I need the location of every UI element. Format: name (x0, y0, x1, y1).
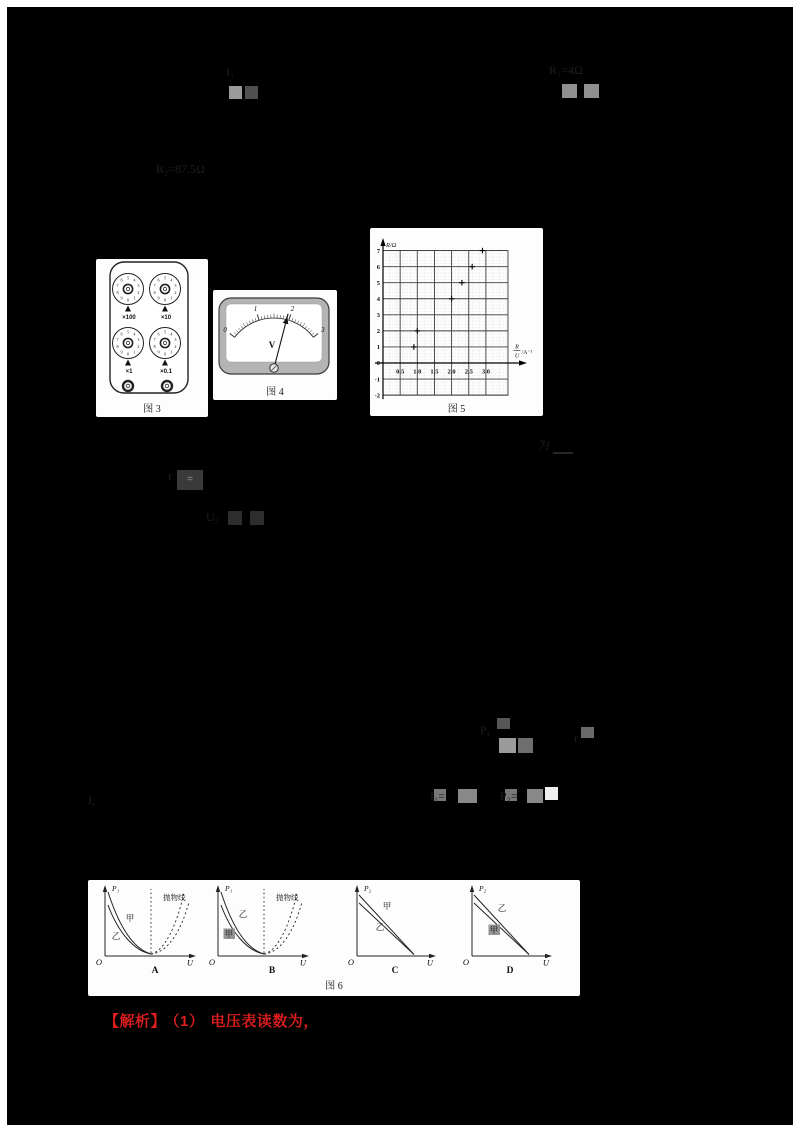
svg-text:U: U (514, 353, 520, 360)
svg-text:3: 3 (174, 337, 177, 343)
analysis-label: 【解析】 (104, 1013, 167, 1030)
svg-text:0: 0 (126, 351, 130, 357)
parabola-annotation: 抛物线 (163, 893, 186, 902)
svg-text:7: 7 (116, 283, 119, 289)
svg-text:9: 9 (157, 349, 160, 355)
svg-text:1: 1 (133, 349, 136, 355)
option-graph-D (463, 884, 552, 976)
svg-text:甲: 甲 (125, 914, 135, 924)
svg-text:7: 7 (153, 283, 156, 289)
svg-text:0: 0 (163, 351, 167, 357)
svg-text:-2: -2 (374, 392, 380, 400)
svg-text:×100: ×100 (122, 315, 136, 321)
y-axis-label: P₂ (364, 884, 372, 893)
svg-text:4: 4 (170, 277, 173, 283)
svg-text:6: 6 (376, 263, 380, 271)
svg-text:4: 4 (133, 331, 136, 337)
svg-text:乙: 乙 (111, 932, 121, 942)
analysis-line (104, 1010, 325, 1031)
svg-text:7: 7 (376, 247, 380, 255)
svg-text:2: 2 (376, 328, 380, 336)
svg-text:O: O (208, 957, 216, 967)
svg-text:1: 1 (170, 349, 173, 355)
svg-text:7: 7 (116, 337, 119, 343)
highlight-box (458, 789, 477, 803)
svg-text:1: 1 (170, 295, 173, 301)
y-axis-arrow-icon (470, 885, 474, 892)
svg-text:2: 2 (174, 343, 177, 349)
figure4-caption: 图 4 (266, 387, 284, 398)
data-point (459, 280, 465, 286)
highlight-box (584, 84, 599, 98)
faint-formula-text: r (574, 731, 578, 745)
svg-text:0: 0 (376, 360, 380, 368)
svg-text:2: 2 (137, 343, 140, 349)
svg-text:V: V (268, 340, 276, 350)
svg-text:4: 4 (170, 331, 173, 337)
svg-text:6: 6 (157, 277, 160, 283)
svg-text:2.0: 2.0 (447, 368, 456, 376)
svg-text:O: O (95, 957, 103, 967)
svg-text:4: 4 (376, 295, 380, 303)
voltmeter-drawing (213, 290, 337, 382)
option-graph-A (96, 884, 196, 976)
svg-text:U: U (542, 957, 550, 968)
svg-text:4: 4 (133, 277, 136, 283)
meter-face (226, 304, 322, 362)
data-point (449, 296, 455, 302)
data-point (411, 344, 417, 350)
analysis-body: 电压表读数为， (210, 1013, 319, 1030)
highlight-box (245, 86, 258, 99)
svg-text:9: 9 (120, 349, 123, 355)
svg-text:5: 5 (163, 329, 167, 335)
svg-text:8: 8 (116, 343, 119, 349)
y-axis-arrow-icon (103, 885, 107, 892)
highlight-box (499, 738, 516, 753)
faint-formula-text: P₂= (500, 789, 518, 803)
svg-text:1.5: 1.5 (430, 368, 439, 376)
svg-text:2: 2 (290, 304, 295, 313)
svg-text:6: 6 (120, 277, 123, 283)
option-graphs-a-b-c-d (88, 880, 580, 976)
figure5-graph-panel (370, 228, 543, 416)
svg-text:0: 0 (126, 297, 130, 303)
svg-text:甲: 甲 (224, 930, 234, 940)
x-axis-label (514, 345, 533, 360)
svg-text:0: 0 (223, 325, 227, 334)
svg-text:5: 5 (126, 275, 130, 281)
svg-text:5: 5 (376, 279, 380, 287)
highlight-box (228, 511, 242, 525)
terminal-post (162, 381, 172, 391)
svg-text:6: 6 (120, 331, 123, 337)
x-axis-arrow-icon (519, 360, 527, 365)
figure4-voltmeter-panel (213, 290, 337, 400)
svg-text:R: R (515, 344, 519, 351)
faint-formula-text: R₁=4Ω (549, 63, 583, 77)
highlight-box (518, 738, 533, 753)
svg-text:3: 3 (137, 337, 140, 343)
figure6-caption: 图 6 (325, 981, 343, 992)
svg-text:乙: 乙 (375, 923, 385, 933)
highlight-box (581, 727, 594, 738)
data-point (480, 248, 486, 254)
svg-text:乙: 乙 (238, 910, 248, 920)
highlight-box (229, 86, 242, 99)
terminal-post (123, 381, 133, 391)
svg-text:8: 8 (153, 343, 156, 349)
parabola-annotation: 抛物线 (276, 893, 299, 902)
data-point (469, 264, 475, 270)
svg-text:2: 2 (137, 289, 140, 295)
figure6-options-panel (88, 880, 580, 996)
svg-text:3: 3 (376, 312, 380, 320)
highlight-box: = (177, 470, 203, 490)
r-vs-r-over-u-graph (370, 228, 543, 400)
svg-text:3: 3 (137, 283, 140, 289)
dotted-parabola (151, 902, 189, 954)
y-axis-arrow-icon (355, 885, 359, 892)
svg-text:9: 9 (157, 295, 160, 301)
resistance-box-drawing (96, 259, 208, 399)
svg-text:3: 3 (174, 283, 177, 289)
svg-text:1: 1 (376, 344, 380, 352)
y-axis-label: R/Ω (386, 242, 397, 249)
svg-text:7: 7 (153, 337, 156, 343)
svg-text:1: 1 (133, 295, 136, 301)
svg-text:2.5: 2.5 (464, 368, 473, 376)
dotted-parabola (264, 902, 302, 954)
svg-text:O: O (462, 957, 470, 967)
faint-formula-text: P₁ (480, 723, 491, 737)
faint-formula-text: I, (88, 793, 95, 807)
svg-text:1.0: 1.0 (413, 368, 422, 376)
highlight-box (250, 511, 264, 525)
faint-formula-text: r (168, 469, 172, 483)
svg-text:5: 5 (163, 275, 167, 281)
y-axis-label: P₂ (479, 884, 487, 893)
svg-text:U: U (426, 957, 434, 968)
svg-text:甲: 甲 (382, 902, 392, 912)
figure3-resistance-box-panel (96, 259, 208, 417)
faint-formula-text: I₁ (226, 65, 235, 79)
svg-text:甲: 甲 (489, 926, 499, 936)
svg-text:U: U (299, 957, 307, 968)
svg-text:C: C (391, 966, 399, 976)
highlight-box (527, 789, 543, 803)
svg-text:3: 3 (321, 325, 325, 334)
svg-text:1: 1 (253, 304, 258, 313)
svg-text:B: B (268, 966, 276, 976)
faint-formula-text: 为 (538, 438, 551, 452)
figure3-caption: 图 3 (143, 404, 161, 415)
faint-formula-text: I₁= (430, 789, 445, 803)
svg-text:5: 5 (126, 329, 130, 335)
svg-text:0.5: 0.5 (396, 368, 405, 376)
svg-text:×0.1: ×0.1 (160, 369, 172, 375)
svg-text:U: U (186, 957, 194, 968)
option-graph-C (348, 884, 436, 976)
y-axis-arrow-icon (216, 885, 220, 892)
svg-text:A: A (151, 966, 159, 976)
highlight-box (497, 718, 510, 729)
faint-formula-text: R₂=87.5Ω (156, 162, 205, 176)
highlight-box (562, 84, 577, 98)
svg-text:D: D (506, 966, 514, 976)
svg-text:3.0: 3.0 (481, 368, 490, 376)
svg-text:9: 9 (120, 295, 123, 301)
figure5-caption: 图 5 (447, 404, 466, 415)
y-axis-label: P₁ (225, 884, 233, 893)
svg-text:×1: ×1 (125, 369, 133, 375)
data-point (415, 328, 421, 334)
svg-text:8: 8 (153, 289, 156, 295)
faint-formula-text: U₂ (206, 510, 219, 524)
highlight-box (545, 787, 558, 800)
highlight-box (553, 452, 573, 454)
y-axis-label: P₁ (112, 884, 120, 893)
svg-text:0: 0 (163, 297, 167, 303)
svg-text:6: 6 (157, 331, 160, 337)
svg-text:2: 2 (174, 289, 177, 295)
svg-text:O: O (347, 957, 355, 967)
svg-text:8: 8 (116, 289, 119, 295)
analysis-item-number: （1） (172, 1013, 205, 1030)
y-axis-arrow-icon (380, 238, 385, 246)
svg-text:乙: 乙 (497, 904, 507, 914)
svg-text:×10: ×10 (160, 315, 172, 321)
option-graph-B (209, 884, 309, 976)
svg-text:-1: -1 (374, 376, 380, 384)
svg-text:/A⁻¹: /A⁻¹ (521, 350, 533, 356)
